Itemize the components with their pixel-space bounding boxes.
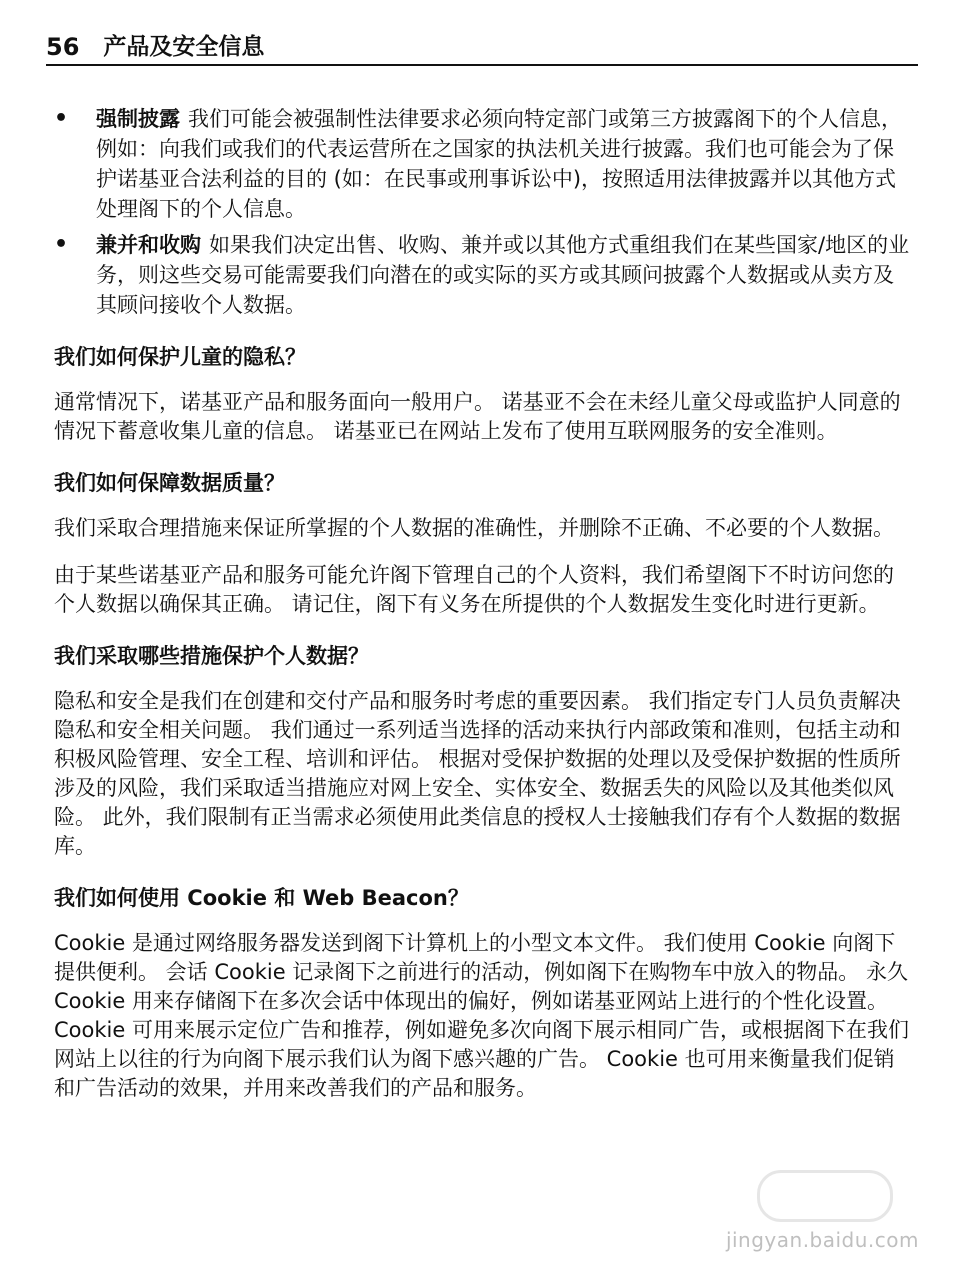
section-heading: 我们如何保障数据质量？ bbox=[54, 471, 285, 495]
section-paragraph: 隐私和安全是我们在创建和交付产品和服务时考虑的重要因素。 我们指定专门人员负责解决隐私和安全相关问题。 我们通过一系列适当选择的活动来执行内部政策和准则，包括主动和积极风险管理、安全工程、培训和评估。 根据对受保护数据的处理以及受保护数据的性质所涉及的风险，我们采取适当措施应对网上安全、实体安全、数据丢失的风险以及其他类似风险。 此外，我们限制有正当需求必须使用此类信息的授权人士接触我们存有个人数据的数据库。 bbox=[54, 689, 901, 858]
section-paragraph: 由于某些诺基亚产品和服务可能允许阁下管理自己的个人资料，我们希望阁下不时访问您的个人数据以确保其正确。 请记住，阁下有义务在所提供的个人数据发生变化时进行更新。 bbox=[54, 563, 894, 616]
bullet-text: 我们可能会被强制性法律要求必须向特定部门或第三方披露阁下的个人信息，例如：向我们或我们的代表运营所在之国家的执法机关进行披露。我们也可能会为了保护诺基亚合法利益的目的 (如：在民事或刑事诉讼中)，按照适用法律披露并以其他方式处理阁下的个人信息。 bbox=[96, 107, 902, 221]
section-paragraph: 通常情况下，诺基亚产品和服务面向一般用户。 诺基亚不会在未经儿童父母或监护人同意的情况下蓄意收集儿童的信息。 诺基亚已在网站上发布了使用互联网服务的安全准则。 bbox=[54, 390, 901, 443]
bullet-text: 如果我们决定出售、收购、兼并或以其他方式重组我们在某些国家/地区的业务，则这些交易可能需要我们向潜在的或实际的买方或其顾问披露个人数据或从卖方及其顾问接收个人数据。 bbox=[96, 233, 910, 317]
section-heading: 我们采取哪些措施保护个人数据？ bbox=[54, 644, 369, 668]
page-number: 56 bbox=[46, 33, 80, 61]
section-paragraph: Cookie 是通过网络服务器发送到阁下计算机上的小型文本文件。 我们使用 Cookie 向阁下提供便利。 会话 Cookie 记录阁下之前进行的活动，例如阁下在购物车中放入的物品。 永久 Cookie 用来存储阁下在多次会话中体现出的偏好，例如诺基亚网站上进行的个性化设置。 Cookie 可用来展示定位广告和推荐，例如避免多次向阁下展示相同广告，或根据阁下在我们网站上以往的行为向阁下展示我们认为阁下感兴趣的广告。 Cookie 也可用来衡量我们促销和广告活动的效果，并用来改善我们的产品和服务。 bbox=[54, 931, 909, 1100]
bullet-dot-icon: • bbox=[54, 232, 69, 257]
section-heading: 我们如何保护儿童的隐私？ bbox=[54, 345, 306, 369]
section-heading: 我们如何使用 Cookie 和 Web Beacon？ bbox=[54, 886, 469, 910]
page-title: 产品及安全信息 bbox=[103, 34, 265, 60]
section-paragraph: 我们采取合理措施来保证所掌握的个人数据的准确性，并删除不正确、不必要的个人数据。 bbox=[54, 516, 894, 540]
watermark-logo-icon bbox=[757, 1170, 893, 1222]
page-content bbox=[54, 104, 912, 1121]
bullet-item bbox=[54, 104, 912, 224]
bullet-term: 强制披露 bbox=[96, 107, 180, 131]
bullet-item bbox=[54, 230, 912, 320]
bullet-dot-icon: • bbox=[54, 106, 69, 131]
watermark-text: jingyan.baidu.com bbox=[725, 1228, 919, 1252]
page-header bbox=[46, 30, 918, 66]
bullet-term: 兼并和收购 bbox=[96, 233, 201, 257]
